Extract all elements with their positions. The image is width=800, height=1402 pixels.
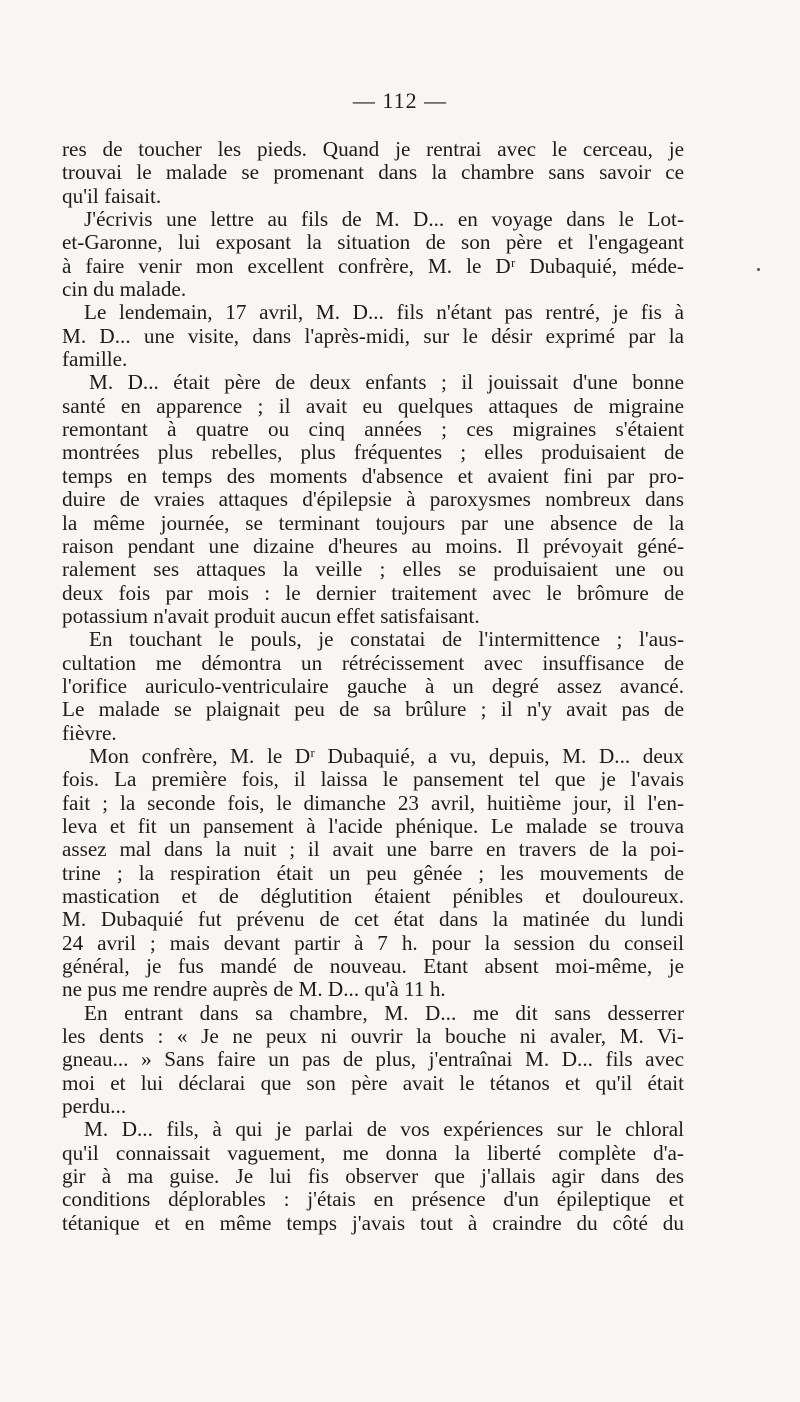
text-line: et-Garonne, lui exposant la situation de son père et l'engageant — [62, 231, 684, 255]
text-line: conditions déplorables : j'étais en présence d'un épileptique et — [62, 1188, 684, 1212]
text-line: En entrant dans sa chambre, M. D... me dit sans desserrer — [84, 1001, 684, 1025]
text-line: raison pendant une dizaine d'heures au moins. Il prévoyait géné- — [62, 534, 684, 558]
text-line: montrées plus rebelles, plus fréquentes ; elles produisaient de — [62, 441, 684, 465]
text-line: Mon confrère, M. le Dʳ Dubaquié, a vu, depuis, M. D... deux — [89, 744, 684, 768]
text-line: trouvai le malade se promenant dans la chambre sans savoir ce — [62, 161, 684, 185]
text-line: tétanique et en même temps j'avais tout à craindre du côté du — [62, 1211, 684, 1235]
text-line: leva et fit un pansement à l'acide phénique. Le malade se trouva — [62, 814, 684, 838]
text-line: famille. — [62, 348, 128, 372]
page-number: — 112 — — [352, 88, 448, 113]
text-line: ne pus me rendre auprès de M. D... qu'à 11 h. — [62, 978, 446, 1002]
text-line: En touchant le pouls, je constatai de l'intermittence ; l'aus- — [89, 628, 684, 652]
margin-speck — [757, 268, 760, 271]
text-line: assez mal dans la nuit ; il avait une barre en travers de la poi- — [62, 838, 684, 862]
text-line: M. Dubaquié fut prévenu de cet état dans la matinée du lundi — [62, 908, 684, 932]
text-line: temps en temps des moments d'absence et avaient fini par pro- — [62, 464, 684, 488]
text-line: M. D... une visite, dans l'après-midi, sur le désir exprimé par la — [62, 324, 684, 348]
text-line: fièvre. — [62, 721, 117, 745]
text-line: J'écrivis une lettre au fils de M. D... en voyage dans le Lot- — [84, 208, 684, 232]
text-line: gneau... » Sans faire un pas de plus, j'entraînai M. D... fils avec — [62, 1048, 684, 1072]
text-line: perdu... — [62, 1095, 127, 1119]
text-line: la même journée, se terminant toujours par une absence de la — [62, 511, 684, 535]
text-line: santé en apparence ; il avait eu quelques attaques de migraine — [62, 394, 684, 418]
text-line: remontant à quatre ou cinq années ; ces migraines s'étaient — [62, 418, 684, 442]
text-line: M. D... fils, à qui je parlai de vos expériences sur le chloral — [84, 1118, 684, 1142]
text-line: Le malade se plaignait peu de sa brûlure ; il n'y avait pas de — [62, 698, 684, 722]
text-line: trine ; la respiration était un peu gênée ; les mouvements de — [62, 861, 684, 885]
text-line: cultation me démontra un rétrécissement avec insuffisance de — [62, 651, 684, 675]
text-line: les dents : « Je ne peux ni ouvrir la bouche ni avaler, M. Vi- — [62, 1025, 684, 1049]
text-line: M. D... était père de deux enfants ; il jouissait d'une bonne — [89, 371, 684, 395]
text-line: qu'il connaissait vaguement, me donna la liberté complète d'a- — [62, 1141, 684, 1165]
text-line: 24 avril ; mais devant partir à 7 h. pour la session du conseil — [62, 931, 684, 955]
text-line: à faire venir mon excellent confrère, M. le Dʳ Dubaquié, méde- — [62, 254, 684, 278]
text-line: ralement ses attaques la veille ; elles se produisaient une ou — [62, 558, 684, 582]
body-text — [62, 138, 684, 1235]
text-line: qu'il faisait. — [62, 184, 162, 208]
text-line: res de toucher les pieds. Quand je rentrai avec le cerceau, je — [62, 138, 684, 161]
text-line: cin du malade. — [62, 278, 187, 302]
text-line: mastication et de déglutition étaient pénibles et douloureux. — [62, 885, 684, 908]
text-line: fait ; la seconde fois, le dimanche 23 avril, huitième jour, il l'en- — [62, 791, 684, 815]
text-line: l'orifice auriculo-ventriculaire gauche à un degré assez avancé. — [62, 674, 684, 698]
text-line: duire de vraies attaques d'épilepsie à paroxysmes nombreux dans — [62, 488, 684, 512]
text-line: gir à ma guise. Je lui fis observer que j'allais agir dans des — [62, 1165, 684, 1189]
text-line: deux fois par mois : le dernier traitement avec le brômure de — [62, 581, 684, 605]
text-line: Le lendemain, 17 avril, M. D... fils n'étant pas rentré, je fis à — [84, 301, 684, 325]
text-line: moi et lui déclarai que son père avait le tétanos et qu'il était — [62, 1071, 684, 1095]
text-line: général, je fus mandé de nouveau. Etant absent moi-même, je — [62, 955, 684, 979]
text-line: fois. La première fois, il laissa le pansement tel que je l'avais — [62, 768, 684, 792]
text-line: potassium n'avait produit aucun effet satisfaisant. — [62, 604, 480, 628]
